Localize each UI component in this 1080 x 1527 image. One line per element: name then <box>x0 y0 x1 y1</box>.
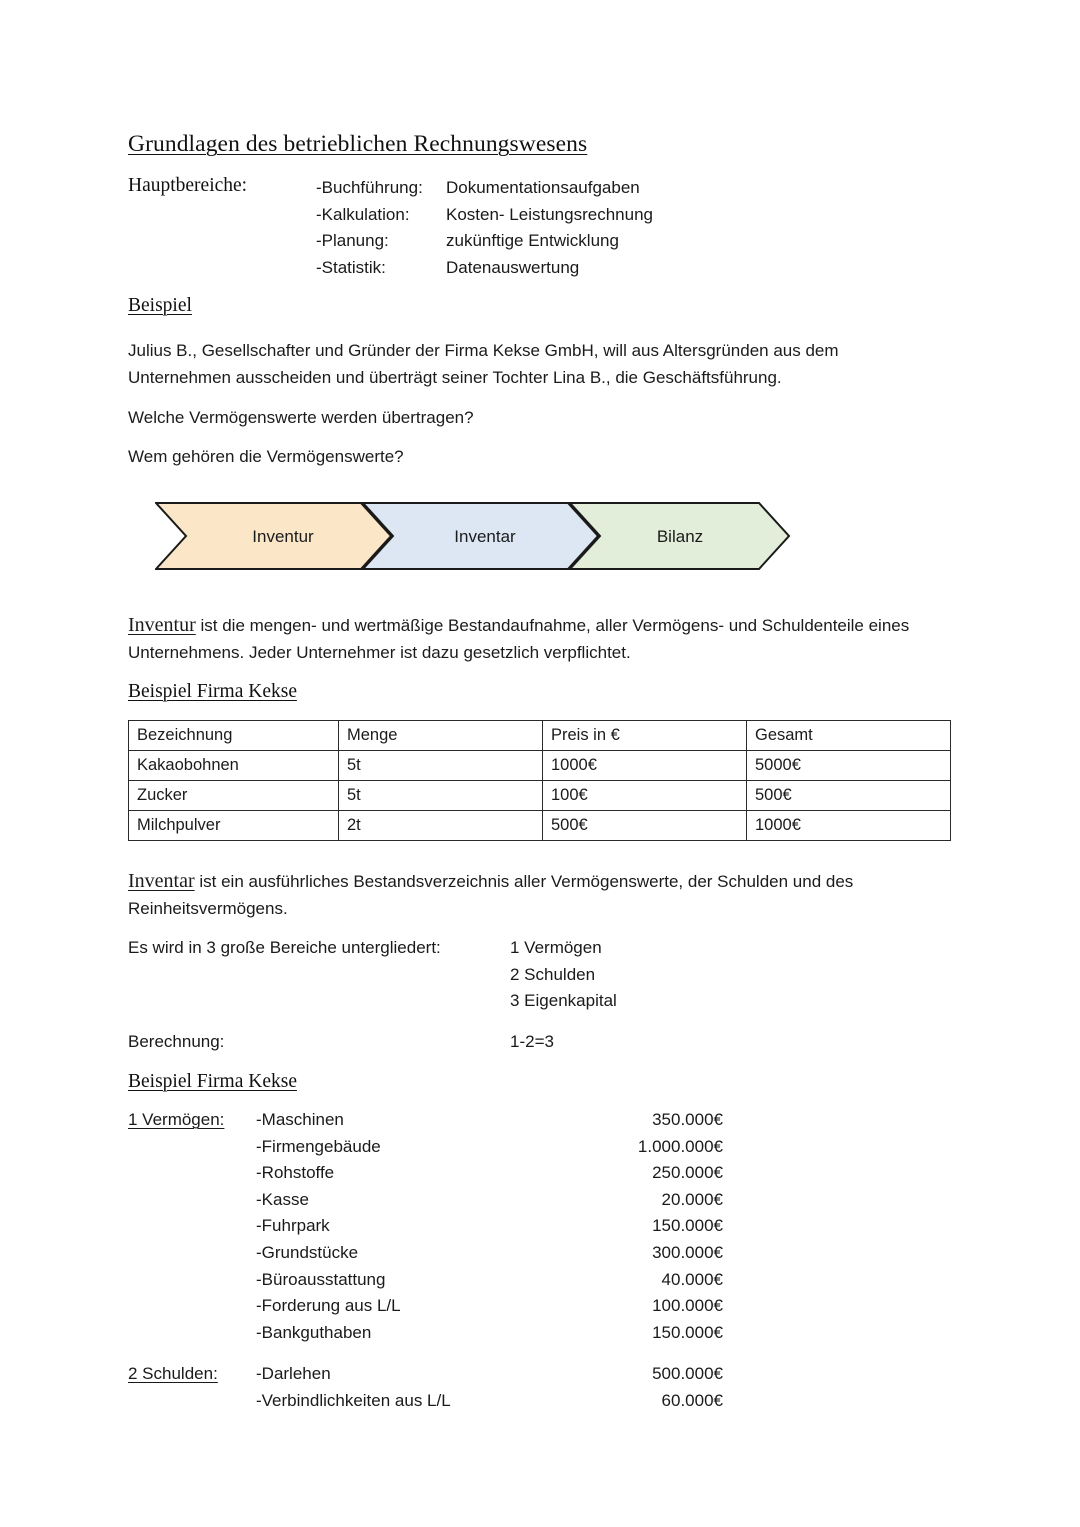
beispiel-question-2: Wem gehören die Vermögenswerte? <box>128 447 404 466</box>
inventory-item-amount: 250.000€ <box>652 1163 723 1183</box>
table-cell: 2t <box>339 811 543 841</box>
process-diagram <box>155 500 795 572</box>
inventory-item-amount: 300.000€ <box>652 1242 723 1262</box>
inventory-row <box>0 1243 1080 1270</box>
berechnung-value: 1-2=3 <box>510 1032 554 1051</box>
table-cell: Zucker <box>129 781 339 811</box>
table-cell: 500€ <box>747 781 951 811</box>
berechnung-label: Berechnung: <box>128 1032 225 1051</box>
hauptbereiche-key: -Buchführung: <box>316 178 423 197</box>
inventory-item-name: -Kasse <box>256 1189 309 1209</box>
table-cell: Milchpulver <box>129 811 339 841</box>
inventur-definition-text: ist die mengen- und wertmäßige Bestandaufnahme, aller Vermögens- und Schuldenteile eines Unternehmens. Jeder Unternehmer ist dazu gesetzlich verpflichtet. <box>128 616 910 662</box>
process-step-label-bilanz: Bilanz <box>656 527 704 546</box>
inventory-group-label: 2 Schulden: <box>128 1364 218 1384</box>
inventory-item-name: -Büroausstattung <box>256 1269 386 1289</box>
inventar-definition-text: ist ein ausführliches Bestandsverzeichnis aller Vermögenswerte, der Schulden und des Reinheitsvermögens. <box>128 872 854 918</box>
hauptbereiche-key: -Statistik: <box>316 257 386 277</box>
inventory-item-name: -Bankguthaben <box>256 1322 372 1342</box>
inventur-lead: Inventur <box>128 614 196 636</box>
inventory-item-name: -Darlehen <box>256 1364 331 1384</box>
inventory-item-amount: 1.000.000€ <box>637 1136 723 1156</box>
inventory-item-amount: 500.000€ <box>652 1364 723 1384</box>
inventar-definition <box>128 868 940 922</box>
inventory-item-name: -Rohstoffe <box>256 1163 335 1183</box>
beispiel-heading: Beispiel <box>128 295 192 316</box>
gliederung-item: 3 Eigenkapital <box>510 991 617 1010</box>
inventory-row <box>0 1296 1080 1323</box>
beispiel-paragraph: Julius B., Gesellschafter und Gründer der Firma Kekse GmbH, will aus Altersgründen aus dem Unternehmen ausscheiden und überträgt seiner Tochter Lina B., die Geschäftsführung. <box>128 341 839 387</box>
hauptbereiche-value: Datenauswertung <box>446 257 580 277</box>
inventory-item-name: -Grundstücke <box>256 1242 359 1262</box>
inventory-item-name: -Maschinen <box>256 1110 344 1129</box>
process-step-label-inventar: Inventar <box>454 527 516 546</box>
inventar-lead: Inventar <box>128 870 195 892</box>
table-header-row <box>129 721 951 751</box>
inventory-row <box>0 1323 1080 1350</box>
inventory-row <box>0 1270 1080 1297</box>
gliederung-item: 2 Schulden <box>510 964 596 984</box>
inventory-row <box>0 1216 1080 1243</box>
process-step-label-inventur: Inventur <box>252 527 314 546</box>
hauptbereiche-value: Kosten- Leistungsrechnung <box>446 204 653 224</box>
beispiel-question-1: Welche Vermögenswerte werden übertragen? <box>128 408 474 427</box>
table-cell: 100€ <box>543 781 747 811</box>
inventory-item-amount: 350.000€ <box>652 1110 723 1129</box>
table-cell: 5000€ <box>747 751 951 781</box>
inventory-item-amount: 100.000€ <box>652 1296 723 1316</box>
table-cell: 500€ <box>543 811 747 841</box>
inventory-item-amount: 40.000€ <box>661 1269 723 1289</box>
group-spacer <box>0 1349 1080 1364</box>
inventory-item-name: -Fuhrpark <box>256 1216 330 1236</box>
kekse-inventory-table <box>128 720 951 841</box>
inventory-row <box>0 1190 1080 1217</box>
inventar-example-heading: Beispiel Firma Kekse <box>128 1071 297 1092</box>
hauptbereiche-value: zukünftige Entwicklung <box>446 231 619 250</box>
table-header-cell: Gesamt <box>747 721 951 751</box>
table-cell: 5t <box>339 751 543 781</box>
inventory-group-label: 1 Vermögen: <box>128 1110 225 1129</box>
inventory-row <box>0 1137 1080 1164</box>
inventory-item-name: -Firmengebäude <box>256 1136 381 1156</box>
inventory-row <box>0 1391 1080 1418</box>
inventory-listing <box>0 1110 1080 1418</box>
inventory-item-name: -Verbindlichkeiten aus L/L <box>256 1390 451 1410</box>
inventory-item-amount: 150.000€ <box>652 1322 723 1342</box>
page-title: Grundlagen des betrieblichen Rechnungswesens <box>128 131 588 157</box>
table-cell: 5t <box>339 781 543 811</box>
inventory-item-amount: 150.000€ <box>652 1216 723 1236</box>
inventory-row <box>0 1163 1080 1190</box>
inventur-definition <box>128 612 940 666</box>
gliederung-label: Es wird in 3 große Bereiche untergliedert: <box>128 938 441 957</box>
table-header-cell: Bezeichnung <box>129 721 339 751</box>
table-header-cell: Preis in € <box>543 721 747 751</box>
hauptbereiche-value: Dokumentationsaufgaben <box>446 178 640 197</box>
inventory-item-amount: 20.000€ <box>661 1189 723 1209</box>
inventory-row <box>0 1110 1080 1137</box>
table-row <box>129 811 951 841</box>
hauptbereiche-key: -Planung: <box>316 231 389 250</box>
table-cell: Kakaobohnen <box>129 751 339 781</box>
gliederung-item: 1 Vermögen <box>510 938 602 957</box>
inventory-item-amount: 60.000€ <box>661 1390 723 1410</box>
table-cell: 1000€ <box>747 811 951 841</box>
inventory-row <box>0 1364 1080 1391</box>
inventur-example-heading: Beispiel Firma Kekse <box>128 681 297 702</box>
table-header-cell: Menge <box>339 721 543 751</box>
table-cell: 1000€ <box>543 751 747 781</box>
table-row <box>129 751 951 781</box>
table-row <box>129 781 951 811</box>
inventory-item-name: -Forderung aus L/L <box>256 1296 401 1316</box>
hauptbereiche-label: Hauptbereiche: <box>128 175 248 196</box>
hauptbereiche-key: -Kalkulation: <box>316 204 410 224</box>
